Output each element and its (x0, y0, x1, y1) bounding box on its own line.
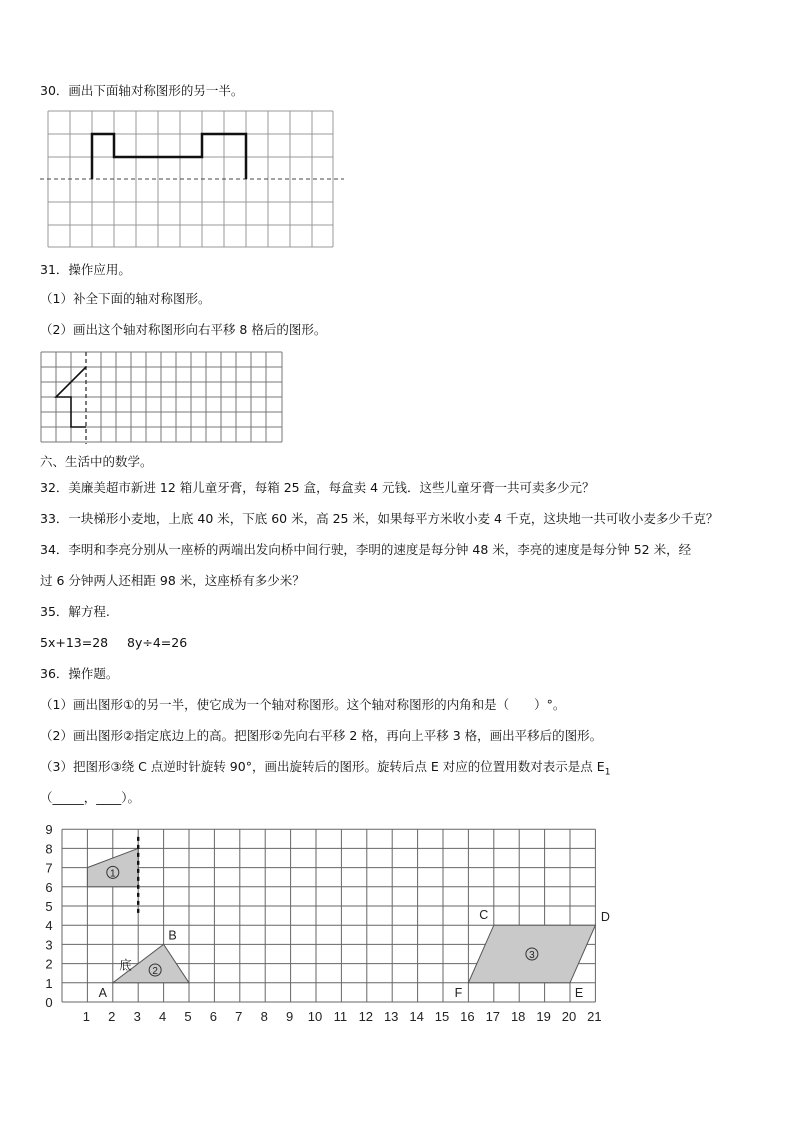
vertex-label-b: B (168, 928, 177, 943)
vertex-label-f: F (454, 985, 463, 1000)
q35-equation-2: 8y÷4=26 (127, 635, 188, 650)
x-tick-label: 18 (510, 1009, 526, 1024)
x-tick-label: 4 (158, 1009, 167, 1024)
q31-title: 31．操作应用。 (40, 262, 131, 277)
vertex-label-d: D (600, 910, 610, 925)
x-tick-label: 6 (209, 1009, 218, 1024)
q35-equation-1: 5x+13=28 (40, 635, 109, 650)
q36-part3 (40, 759, 610, 781)
x-tick-label: 5 (184, 1009, 192, 1024)
q30-title: 30．画出下面轴对称图形的另一半。 (40, 83, 244, 98)
shape-number-label: 1 (110, 868, 116, 880)
x-tick-label: 21 (587, 1009, 602, 1024)
x-tick-label: 8 (260, 1009, 268, 1024)
y-tick-label: 1 (45, 975, 53, 991)
vertex-label-a: A (98, 985, 107, 1000)
x-tick-label: 19 (536, 1009, 551, 1024)
q33-text: 33．一块梯形小麦地，上底 40 米，下底 60 米，高 25 米，如果每平方米收小麦 4 千克，这块地一共可收小麦多少千克？ (40, 511, 719, 526)
q35-title: 35．解方程. (40, 604, 110, 619)
x-tick-label: 2 (108, 1009, 116, 1024)
y-tick-label: 6 (45, 879, 53, 895)
y-tick-label: 9 (45, 822, 53, 838)
q36-part3-subscript: 1 (604, 767, 611, 778)
q36-title: 36．操作题。 (40, 666, 119, 681)
q36-answer-blank[interactable]: （_____，____）。 (40, 790, 141, 805)
x-tick-label: 13 (383, 1009, 399, 1024)
x-tick-label: 9 (285, 1009, 294, 1024)
y-tick-label: 7 (45, 860, 53, 876)
y-tick-label: 5 (45, 899, 53, 914)
shape-number-label: 2 (152, 966, 158, 977)
x-tick-label: 14 (409, 1009, 424, 1024)
x-tick-label: 16 (460, 1009, 475, 1024)
y-tick-label: 2 (45, 956, 53, 972)
y-tick-label: 3 (45, 937, 53, 953)
q32-text: 32．美廉美超市新进 12 箱儿童牙膏，每箱 25 盒，每盒卖 4 元钱．这些儿童牙膏一共可卖多少元？ (40, 480, 595, 495)
x-tick-label: 15 (434, 1009, 450, 1024)
base-label: 底 (119, 958, 132, 973)
q34-line1: 34．李明和李亮分别从一座桥的两端出发向桥中间行驶，李明的速度是每分钟 48 米，李亮的速度是每分钟 52 米，经 (40, 542, 692, 557)
q36-part1: （1）画出图形①的另一半，使它成为一个轴对称图形。这个轴对称图形的内角和是（ ）°。 (40, 697, 566, 712)
x-tick-label: 20 (561, 1009, 577, 1024)
x-tick-label: 10 (307, 1009, 323, 1024)
q36-part3-text: （3）把图形③绕 C 点逆时针旋转 90°，画出旋转后的图形。旋转后点 E 对应的位置用数对表示是点 E (40, 759, 605, 774)
x-tick-label: 11 (333, 1009, 348, 1024)
x-tick-label: 17 (485, 1009, 501, 1024)
x-tick-label: 12 (358, 1009, 374, 1024)
x-tick-label: 1 (82, 1009, 91, 1024)
y-tick-label: 0 (45, 995, 53, 1010)
shape-number-label: 3 (529, 950, 535, 961)
y-tick-label: 8 (45, 841, 53, 857)
section6-title: 六、生活中的数学。 (40, 454, 153, 469)
vertex-label-e: E (574, 985, 584, 1000)
q36-coordinate-grid[interactable] (30, 822, 640, 1032)
q30-grid-figure[interactable] (46, 110, 346, 250)
x-tick-label: 3 (133, 1009, 141, 1024)
x-tick-label: 7 (235, 1009, 243, 1024)
vertex-label-c: C (479, 908, 489, 923)
q31-grid-figure[interactable] (41, 352, 286, 447)
q31-part2: （2）画出这个轴对称图形向右平移 8 格后的图形。 (40, 322, 327, 337)
y-tick-label: 4 (45, 918, 53, 934)
q31-part1: （1）补全下面的轴对称图形。 (40, 291, 211, 306)
q36-part2: （2）画出图形②指定底边上的高。把图形②先向右平移 2 格，再向上平移 3 格，画出平移后的图形。 (40, 728, 603, 743)
q34-line2: 过 6 分钟两人还相距 98 米，这座桥有多少米？ (40, 573, 305, 588)
